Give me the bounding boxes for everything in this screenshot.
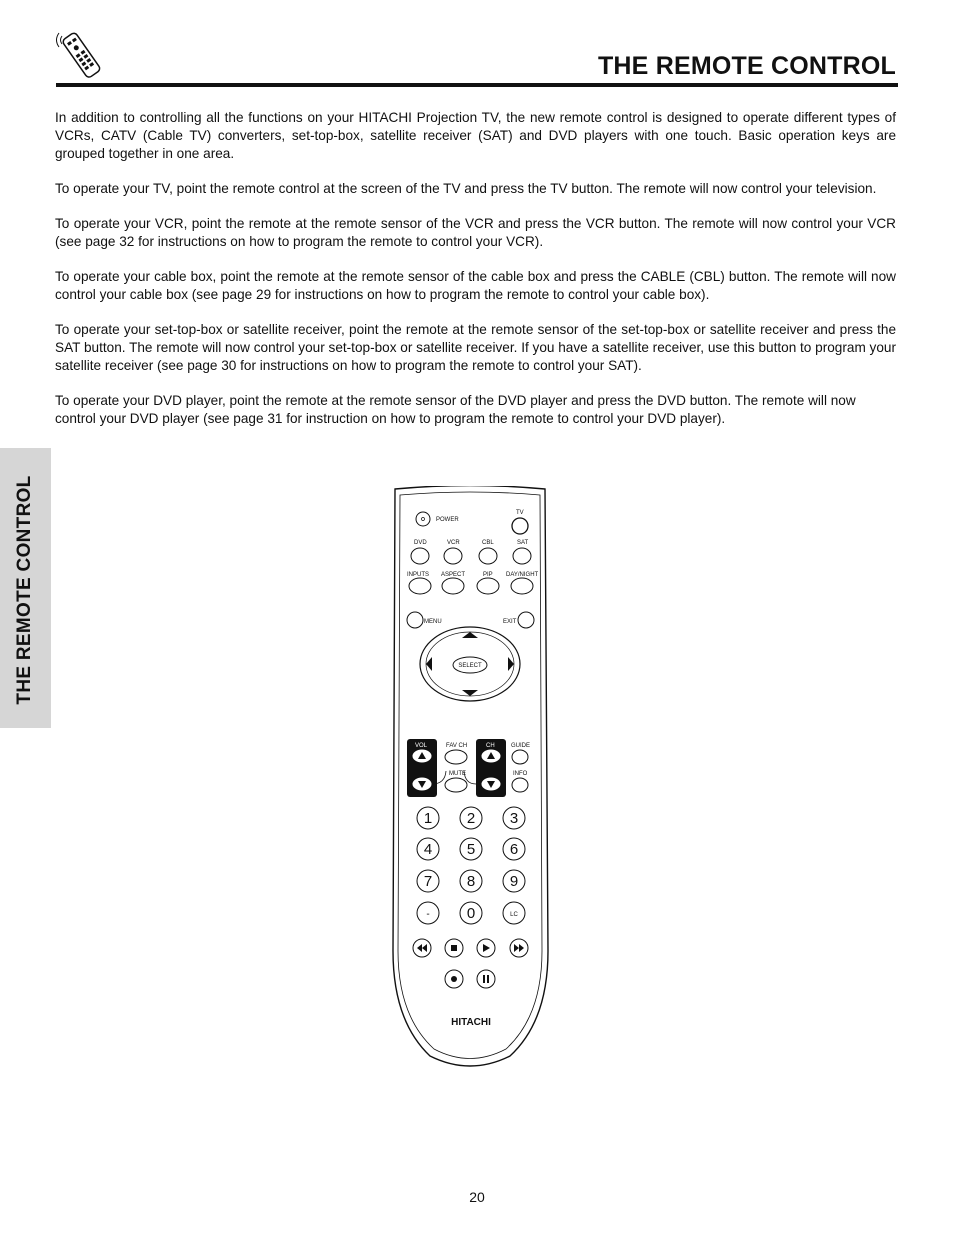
menu-label: MENU: [424, 619, 442, 625]
mute-button[interactable]: [445, 778, 467, 792]
pip-button[interactable]: [477, 578, 499, 594]
page-number: 20: [469, 1189, 485, 1205]
number-label: 4: [423, 841, 433, 858]
info-label: INFO: [513, 771, 528, 777]
vcr-label: VCR: [447, 540, 460, 546]
power-button[interactable]: [416, 512, 430, 526]
sat-label: SAT: [517, 540, 529, 546]
exit-label: EXIT: [503, 619, 517, 625]
exit-button[interactable]: [518, 612, 534, 628]
guide-label: GUIDE: [511, 743, 531, 749]
paragraph: In addition to controlling all the functions on your HITACHI Projection TV, the new remote control is designed to operate different types of VCRs, CATV (Cable TV) converters, set-top-box, satellite receiver (SAT) and DVD players with one touch. Basic operation keys are grouped together in one area.: [55, 110, 896, 161]
paragraph: To operate your DVD player, point the remote at the remote sensor of the DVD player and press the DVD button. The remote will now control your DVD player (see page 31 for instruction on how to program the remote to control your DVD player).: [55, 393, 856, 426]
side-tab-label: THE REMOTE CONTROL: [14, 475, 35, 705]
record-icon: [451, 976, 457, 982]
lc-label: LC: [510, 912, 518, 918]
number-label: 0: [466, 905, 476, 922]
paragraph: To operate your set-top-box or satellite receiver, point the remote at the remote sensor of the set-top-box or satellite receiver and press the SAT button. The remote will now control your set-top-box or satellite receiver. If you have a satellite receiver, use this button to program your satellite receiver (see page 30 for instructions on how to program the remote to control your SAT).: [55, 322, 896, 373]
title-rule: [56, 83, 898, 87]
number-label: 1: [423, 810, 433, 827]
tv-button[interactable]: [512, 518, 528, 534]
body-text: [55, 109, 896, 445]
day-night-label: DAY/NIGHT: [506, 572, 539, 578]
sat-button[interactable]: [513, 548, 531, 564]
info-button[interactable]: [512, 778, 528, 792]
number-label: 7: [423, 873, 433, 890]
paragraph: To operate your cable box, point the remote at the remote sensor of the cable box and press the CABLE (CBL) button. The remote will now control your cable box (see page 29 for instructions on how to program the remote to control your cable box).: [55, 269, 896, 302]
number-label: 9: [509, 873, 519, 890]
pause-button[interactable]: [477, 970, 495, 988]
vcr-button[interactable]: [444, 548, 462, 564]
paragraph: To operate your TV, point the remote control at the screen of the TV and press the TV button. The remote will now control your television.: [55, 181, 877, 196]
guide-button[interactable]: [512, 750, 528, 764]
inputs-label: INPUTS: [407, 572, 430, 578]
stop-icon: [451, 945, 457, 951]
number-label: 8: [466, 873, 476, 890]
page-title: THE REMOTE CONTROL: [597, 52, 896, 80]
ch-label: CH: [486, 743, 495, 749]
pip-label: PIP: [483, 572, 493, 578]
dash-label: -: [426, 909, 430, 920]
aspect-label: ASPECT: [441, 572, 466, 578]
fav-ch-label: FAV CH: [446, 743, 468, 749]
select-label: SELECT: [458, 663, 482, 669]
paragraph: To operate your VCR, point the remote at the remote sensor of the VCR and press the VCR button. The remote will now control your VCR (see page 32 for instructions on how to program the remote to control your VCR).: [55, 216, 896, 249]
number-label: 3: [509, 810, 519, 827]
cbl-label: CBL: [482, 540, 494, 546]
brand-logo: HITACHI: [451, 1017, 491, 1028]
cbl-button[interactable]: [479, 548, 497, 564]
remote-control-illustration: [390, 486, 550, 1071]
dvd-button[interactable]: [411, 548, 429, 564]
mute-label: MUTE: [449, 771, 466, 777]
number-label: 5: [466, 841, 476, 858]
dvd-label: DVD: [414, 540, 427, 546]
aspect-button[interactable]: [442, 578, 464, 594]
tv-label: TV: [516, 510, 524, 516]
menu-button[interactable]: [407, 612, 423, 628]
remote-control-icon: [56, 26, 108, 82]
power-label: POWER: [436, 517, 459, 523]
day-night-button[interactable]: [511, 578, 533, 594]
vol-label: VOL: [415, 743, 428, 749]
number-label: 6: [509, 841, 519, 858]
number-label: 2: [466, 810, 476, 827]
fav-ch-button[interactable]: [445, 750, 467, 764]
inputs-button[interactable]: [409, 578, 431, 594]
